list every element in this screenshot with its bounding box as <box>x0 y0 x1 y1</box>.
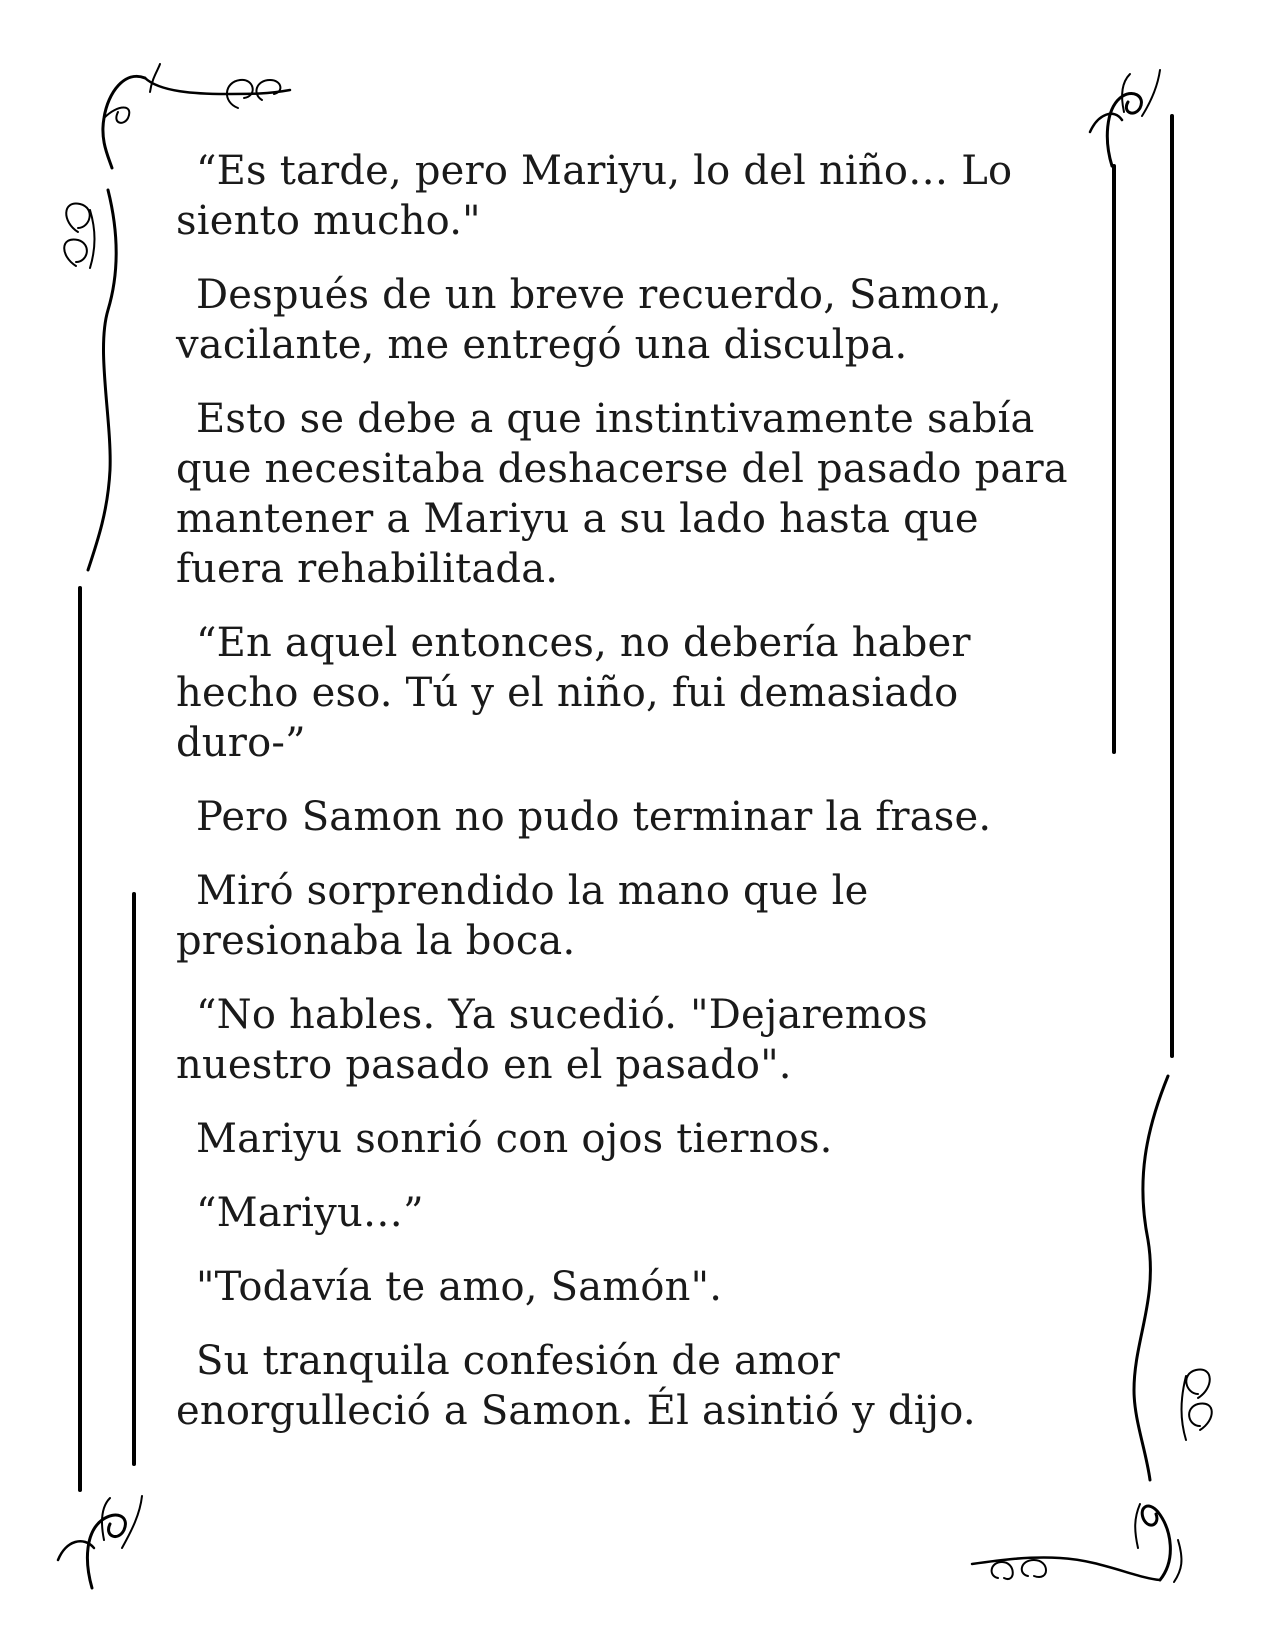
paragraph: Mariyu sonrió con ojos tiernos. <box>196 1116 833 1162</box>
paragraph: “Es tarde, pero Mariyu, lo del niño… Lo siento mucho." <box>176 148 1013 244</box>
paragraph: Pero Samon no pudo terminar la frase. <box>196 794 992 840</box>
paragraph: Miró sorprendido la mano que le presionaba la boca. <box>176 868 869 964</box>
paragraph: Su tranquila confesión de amor enorgulleció a Samon. Él asintió y dijo. <box>176 1338 976 1434</box>
top-right-flourish-ornament <box>1090 70 1160 166</box>
body-text <box>176 146 1076 1460</box>
paragraph: “No hables. Ya sucedió. "Dejaremos nuestro pasado en el pasado". <box>176 992 928 1088</box>
paragraph: Esto se debe a que instintivamente sabía que necesitaba deshacerse del pasado para mantener a Mariyu a su lado hasta que fuera rehabilitada. <box>176 396 1068 592</box>
paragraph: “En aquel entonces, no debería haber hecho eso. Tú y el niño, fui demasiado duro-” <box>176 620 971 766</box>
paragraph: "Todavía te amo, Samón". <box>196 1264 723 1310</box>
paragraph: “Mariyu…” <box>196 1190 424 1236</box>
bottom-left-flourish-ornament <box>58 1496 142 1588</box>
paragraph: Después de un breve recuerdo, Samon, vacilante, me entregó una disculpa. <box>176 272 1002 368</box>
